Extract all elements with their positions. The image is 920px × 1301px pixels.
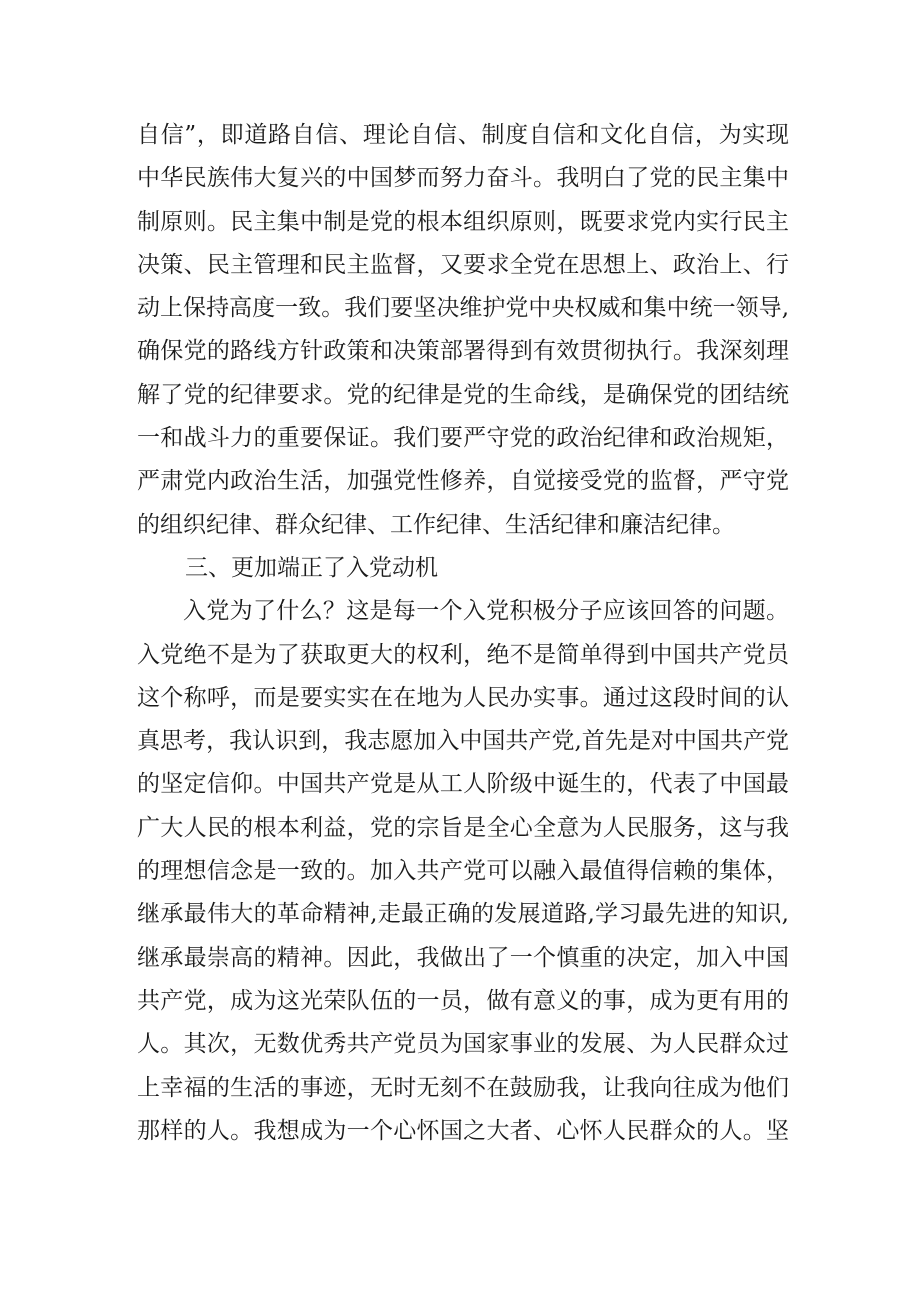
text-line: 确保党的路线方针政策和决策部署得到有效贯彻执行。我深刻理 [137,338,789,365]
text-line: 严肃党内政治生活，加强党性修养，自觉接受党的监督，严守党 [137,468,789,495]
text-line: 解了党的纪律要求。党的纪律是党的生命线，是确保党的团结统 [137,381,789,408]
text-line: 决策、民主管理和民主监督，又要求全党在思想上、政治上、行 [137,251,789,278]
text-line: 动上保持高度一致。我们要坚决维护党中央权威和集中统一领导, [137,295,789,322]
text-line: 制原则。民主集中制是党的根本组织原则，既要求党内实行民主 [137,208,789,235]
text-line: 的组织纪律、群众纪律、工作纪律、生活纪律和廉洁纪律。 [137,511,735,538]
body-text [137,114,789,1153]
paragraph-first-line: 入党为了什么？这是每一个入党积极分子应该回答的问题。 [183,598,789,625]
text-line: 广大人民的根本利益，党的宗旨是全心全意为人民服务，这与我 [137,814,789,841]
section-heading: 三、更加端正了入党动机 [185,554,438,581]
text-line: 上幸福的生活的事迹，无时无刻不在鼓励我，让我向往成为他们 [137,1074,789,1101]
text-line: 继承最崇高的精神。因此，我做出了一个慎重的决定，加入中国 [137,944,789,971]
text-line: 那样的人。我想成为一个心怀国之大者、心怀人民群众的人。坚 [137,1117,789,1144]
text-line: 共产党，成为这光荣队伍的一员，做有意义的事，成为更有用的 [137,987,789,1014]
text-line: 真思考，我认识到，我志愿加入中国共产党,首先是对中国共产党 [137,728,789,755]
text-line: 入党绝不是为了获取更大的权利，绝不是简单得到中国共产党员 [137,641,789,668]
text-line: 继承最伟大的革命精神,走最正确的发展道路,学习最先进的知识, [137,901,789,928]
text-line: 这个称呼，而是要实实在在地为人民办实事。通过这段时间的认 [137,684,789,711]
text-line: 的理想信念是一致的。加入共产党可以融入最值得信赖的集体， [137,858,789,885]
text-line: 一和战斗力的重要保证。我们要严守党的政治纪律和政治规矩， [137,425,789,452]
text-line: 中华民族伟大复兴的中国梦而努力奋斗。我明白了党的民主集中 [137,165,789,192]
text-line: 自信”，即道路自信、理论自信、制度自信和文化自信，为实现 [137,122,789,148]
text-line: 的坚定信仰。中国共产党是从工人阶级中诞生的，代表了中国最 [137,771,789,798]
text-line: 人。其次，无数优秀共产党员为国家事业的发展、为人民群众过 [137,1031,789,1058]
